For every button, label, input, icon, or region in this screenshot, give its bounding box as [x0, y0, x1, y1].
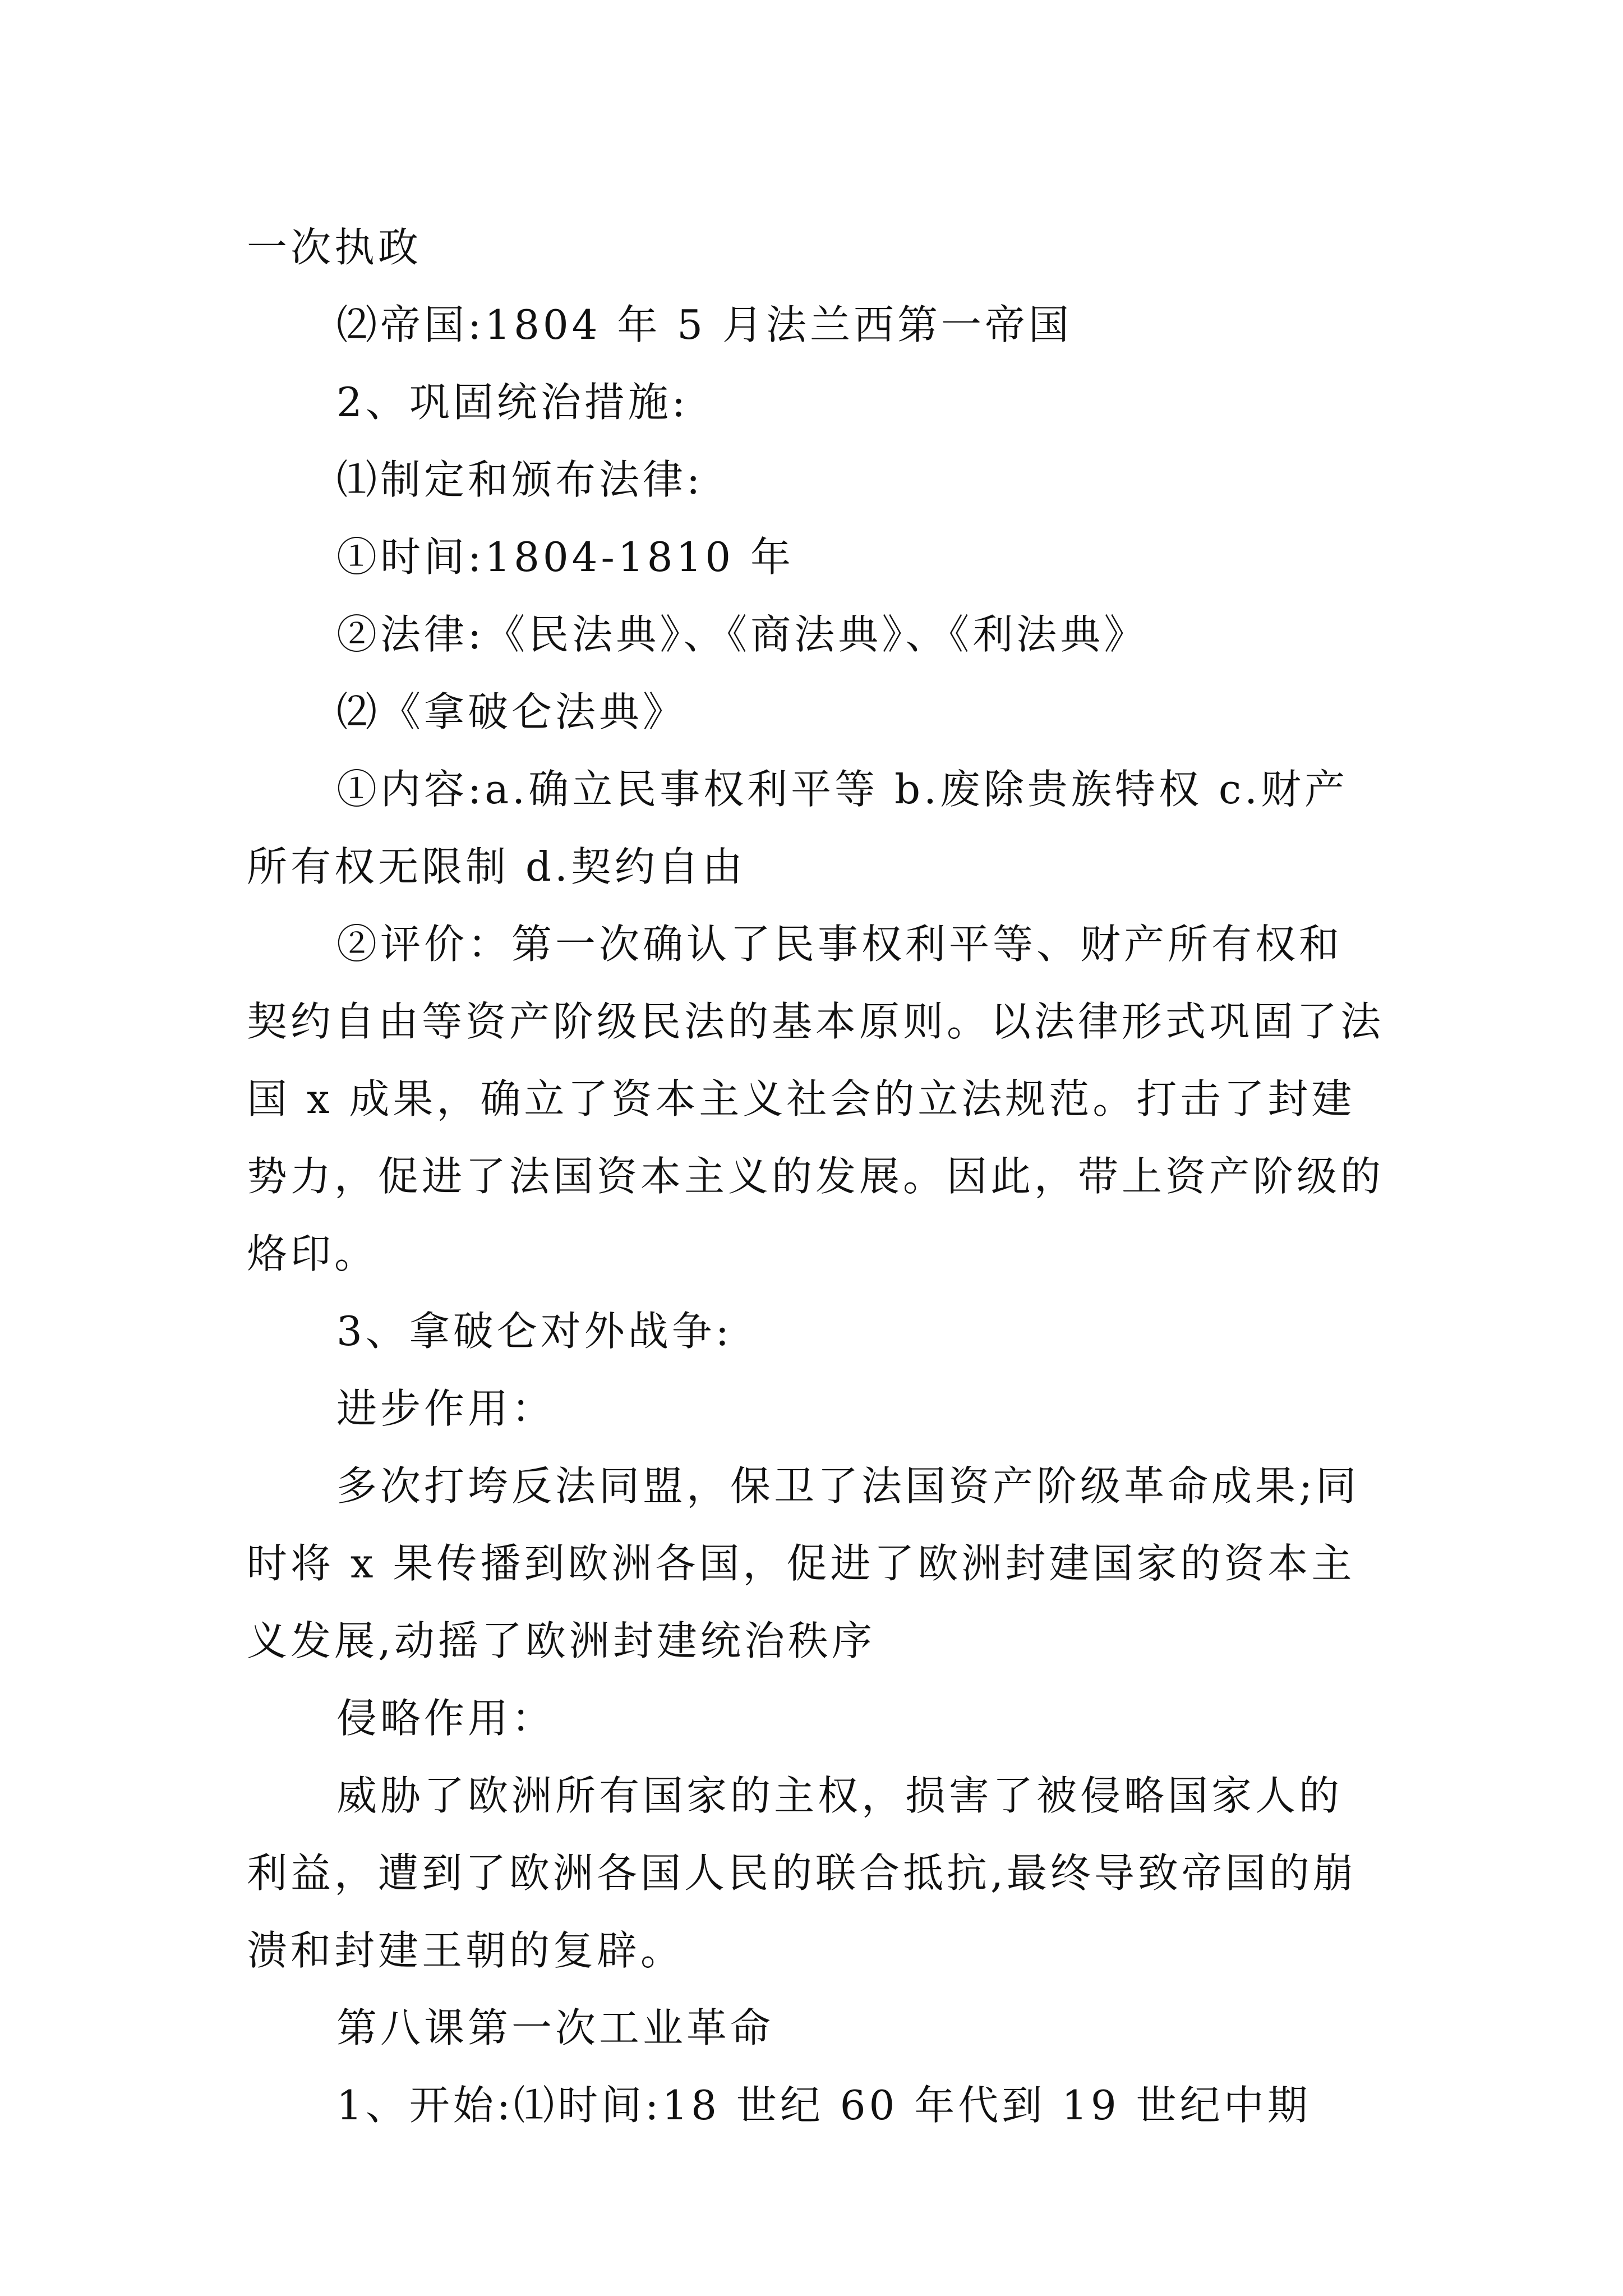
paragraph-1: 一次执政 — [247, 224, 422, 271]
paragraph-5: ①时间:1804-1810 年 — [336, 533, 794, 581]
paragraph-4: ⑴制定和颁布法律: — [336, 456, 704, 503]
paragraph-2: ⑵帝国:1804 年 5 月法兰西第一帝国 — [336, 301, 1072, 348]
paragraph-6: ②法律:《民法典》、《商法典》、《利法典》 — [336, 611, 1148, 658]
paragraph-14: 威胁了欧洲所有国家的主权，损害了被侵略国家人的利益，遭到了欧洲各国人民的联合抵抗,最终导致帝国的崩溃和封建王朝的复辟。 — [247, 1772, 1357, 1974]
paragraph-16: 1、开始:⑴时间:18 世纪 60 年代到 19 世纪中期 — [336, 2082, 1311, 2129]
paragraph-12: 多次打垮反法同盟，保卫了法国资产阶级革命成果;同时将 x 果传播到欧洲各国，促进了欧洲封建国家的资本主义发展,动摇了欧洲封建统治秩序 — [247, 1462, 1360, 1664]
paragraph-13: 侵略作用： — [336, 1695, 556, 1742]
paragraph-7: ⑵《拿破仑法典》 — [336, 688, 687, 735]
paragraph-3: 2、巩固统治措施: — [336, 379, 689, 426]
paragraph-10: 3、拿破仑对外战争: — [336, 1308, 733, 1355]
paragraph-11: 进步作用： — [336, 1385, 556, 1432]
paragraph-9: ②评价：第一次确认了民事权利平等、财产所有权和契约自由等资产阶级民法的基本原则。以法律形式巩固了法国 x 成果，确立了资本主义社会的立法规范。打击了封建势力，促进了法国资本主义的发展。因此，带上资产阶级的烙印。 — [247, 921, 1385, 1277]
paragraph-8: ①内容:a.确立民事权利平等 b.废除贵族特权 c.财产所有权无限制 d.契约自由 — [247, 766, 1349, 890]
document-text — [247, 209, 1385, 2144]
paragraph-15: 第八课第一次工业革命 — [336, 2004, 774, 2051]
